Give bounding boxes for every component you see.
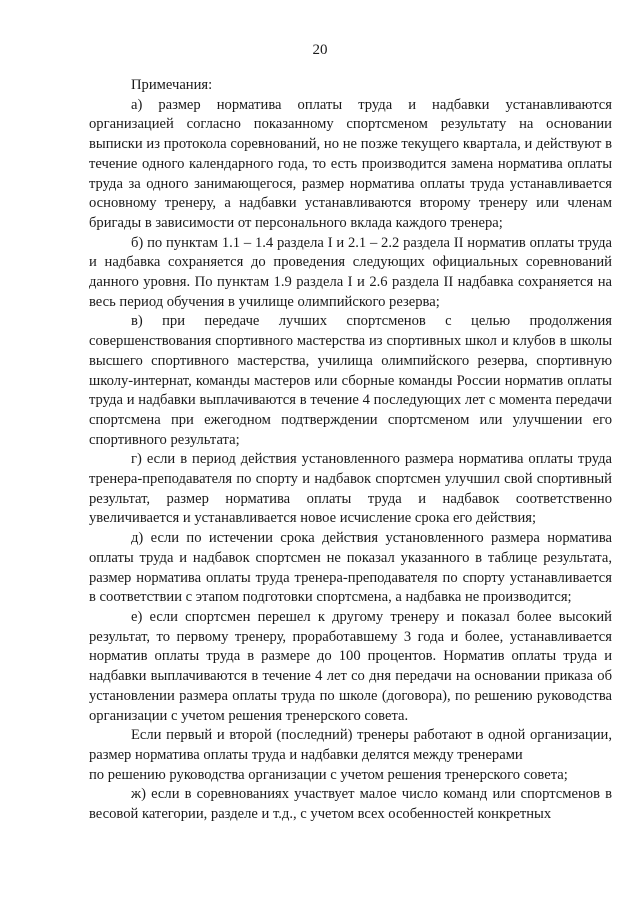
note-paragraph-b: б) по пунктам 1.1 – 1.4 раздела I и 2.1 – 2.2 раздела II норматив оплаты труда и надбавка сохраняется до проведения следующих официальных соревнований данного уровня. По пунктам 1.9 раздела I и 2.6 раздела II надбавка сохраняется на весь период обучения в училище олимпийского резерва; — [89, 234, 612, 310]
notes-section — [89, 76, 612, 825]
note-paragraph-g: г) если в период действия установленного размера норматива оплаты труда тренера-преподавателя по спорту и надбавок спортсмен улучшил свой спортивный результат, размер норматива оплаты труда и надбавок соответственно увеличивается и устанавливается новое исчисление срока его действия; — [89, 451, 612, 527]
note-paragraph-trainers-decision: по решению руководства организации с учетом решения тренерского совета; — [89, 766, 568, 783]
note-paragraph-d: д) если по истечении срока действия установленного размера норматива оплаты труда и надбавок спортсмен не показал указанного в таблице результата, размер норматива оплаты труда тренера-преподавателя по спорту устанавливается в соответствии с этапом подготовки спортсмена, а надбавка не производится; — [89, 530, 612, 606]
notes-heading: Примечания: — [131, 77, 213, 93]
note-paragraph-v: в) при передаче лучших спортсменов с целью продолжения совершенствования спортивного мастерства из спортивных школ и клубов в школы высшего спортивного мастерства, училища олимпийского резерва, спортивную школу-интернат, команды мастеров или сборные команды России норматив оплаты труда и надбавки выплачиваются в течение 4 последующих лет с момента передачи спортсмена при ежегодном подтверждении спортсменом или улучшении его спортивного результата; — [89, 313, 612, 448]
note-paragraph-a: а) размер норматива оплаты труда и надбавки устанавливаются организацией согласно показанному спортсменом результату на основании выписки из протокола соревнований, но не позже текущего квартала, и действуют в течение одного календарного года, то есть производится замена норматива оплаты труда за одного занимающегося, размер норматива оплаты труда устанавливается основному тренеру, а надбавки устанавливаются второму тренеру или членам бригады в зависимости от персонального вклада каждого тренера; — [89, 96, 612, 231]
note-paragraph-zh: ж) если в соревнованиях участвует малое число команд или спортсменов в весовой категории, разделе и т.д., с учетом всех особенностей конкретных — [89, 786, 612, 823]
note-paragraph-trainers-same-org: Если первый и второй (последний) тренеры работают в одной организации, размер норматива оплаты труда и надбавки делятся между тренерами — [89, 727, 612, 763]
note-paragraph-e: е) если спортсмен перешел к другому тренеру и показал более высокий результат, то первому тренеру, проработавшему 3 года и более, устанавливается норматив оплаты труда в размере до 100 процентов. Норматив оплаты труда и надбавки выплачиваются в течение 4 лет со дня передачи на основании приказа об установлении размера оплаты труда по школе (договора), по решению руководства организации с учетом решения тренерского совета. — [89, 608, 612, 724]
page-number: 20 — [312, 42, 328, 58]
